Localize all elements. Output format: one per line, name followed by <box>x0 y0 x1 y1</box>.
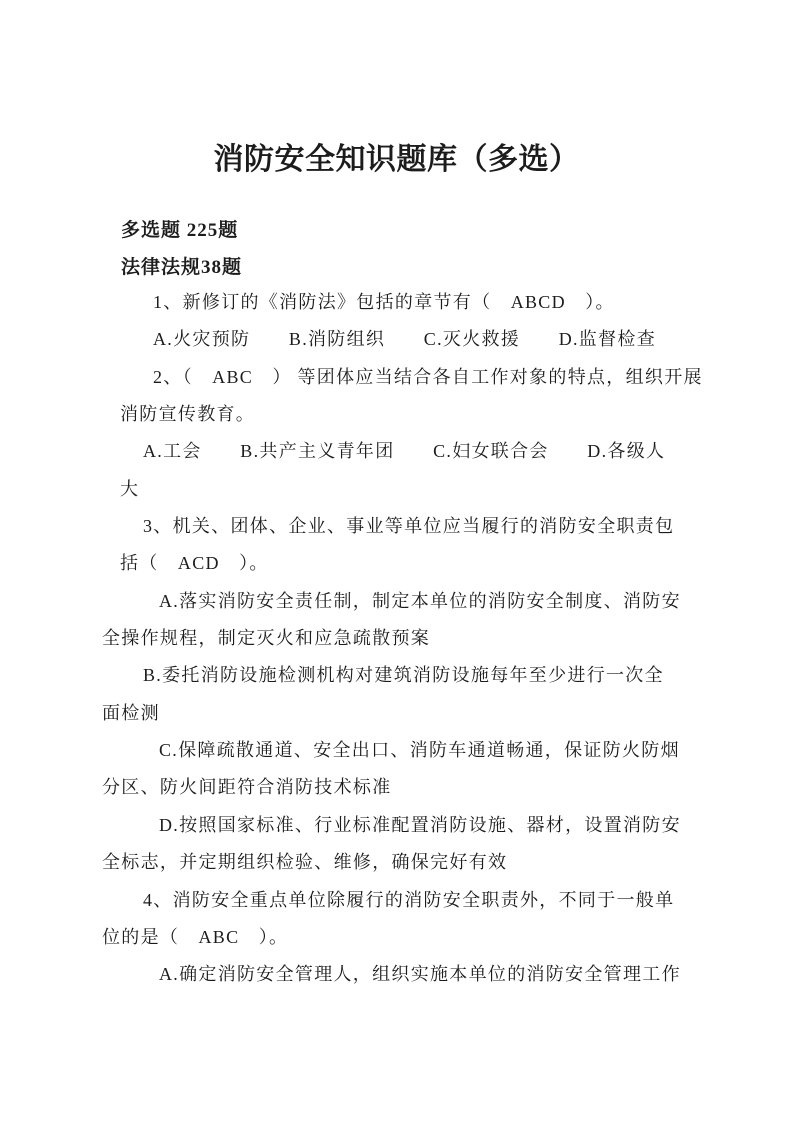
question-2-options-line-2: 大 <box>120 478 140 499</box>
question-2-stem-line-1: 2、（ ABC ） 等团体应当结合各自工作对象的特点，组织开展 <box>153 366 703 387</box>
document-title: 消防安全知识题库（多选） <box>213 143 580 176</box>
section-heading-question-count: 多选题 225题 <box>121 220 239 241</box>
question-3-option-c-line-2: 分区、防火间距符合消防技术标准 <box>102 777 392 798</box>
question-4-option-a: A.确定消防安全管理人，组织实施本单位的消防安全管理工作 <box>159 964 681 985</box>
question-1-stem: 1、新修订的《消防法》包括的章节有（ ABCD ）。 <box>153 292 615 312</box>
question-2-stem-line-2: 消防宣传教育。 <box>120 404 256 425</box>
question-text-block <box>102 290 740 1000</box>
question-3-option-b-line-2: 面检测 <box>102 702 160 723</box>
question-3-option-d-line-1: D.按照国家标准、行业标准配置消防设施、器材，设置消防安 <box>159 814 681 835</box>
question-3-option-c-line-1: C.保障疏散通道、安全出口、消防车通道畅通，保证防火防烟 <box>159 740 680 761</box>
question-3-option-a-line-1: A.落实消防安全责任制，制定本单位的消防安全制度、消防安 <box>159 590 681 611</box>
section-heading-category: 法律法规38题 <box>121 257 243 279</box>
question-4-stem-line-1: 4、消防安全重点单位除履行的消防安全职责外，不同于一般单 <box>143 889 675 910</box>
section-headings <box>121 218 242 293</box>
question-1-options: A.火灾预防 B.消防组织 C.灭火救援 D.监督检查 <box>153 329 657 350</box>
question-3-option-a-line-2: 全操作规程，制定灭火和应急疏散预案 <box>102 628 431 649</box>
question-3-option-b-line-1: B.委托消防设施检测机构对建筑消防设施每年至少进行一次全 <box>143 665 664 686</box>
question-3-option-d-line-2: 全标志，并定期组织检验、维修，确保完好有效 <box>102 852 508 873</box>
question-4-stem-line-2: 位的是（ ABC ）。 <box>102 926 289 947</box>
question-3-stem-line-2: 括（ ACD ）。 <box>120 553 269 574</box>
question-2-options-line-1: A.工会 B.共产主义青年团 C.妇女联合会 D.各级人 <box>143 441 666 462</box>
question-3-stem-line-1: 3、机关、团体、企业、事业等单位应当履行的消防安全职责包 <box>143 516 675 537</box>
